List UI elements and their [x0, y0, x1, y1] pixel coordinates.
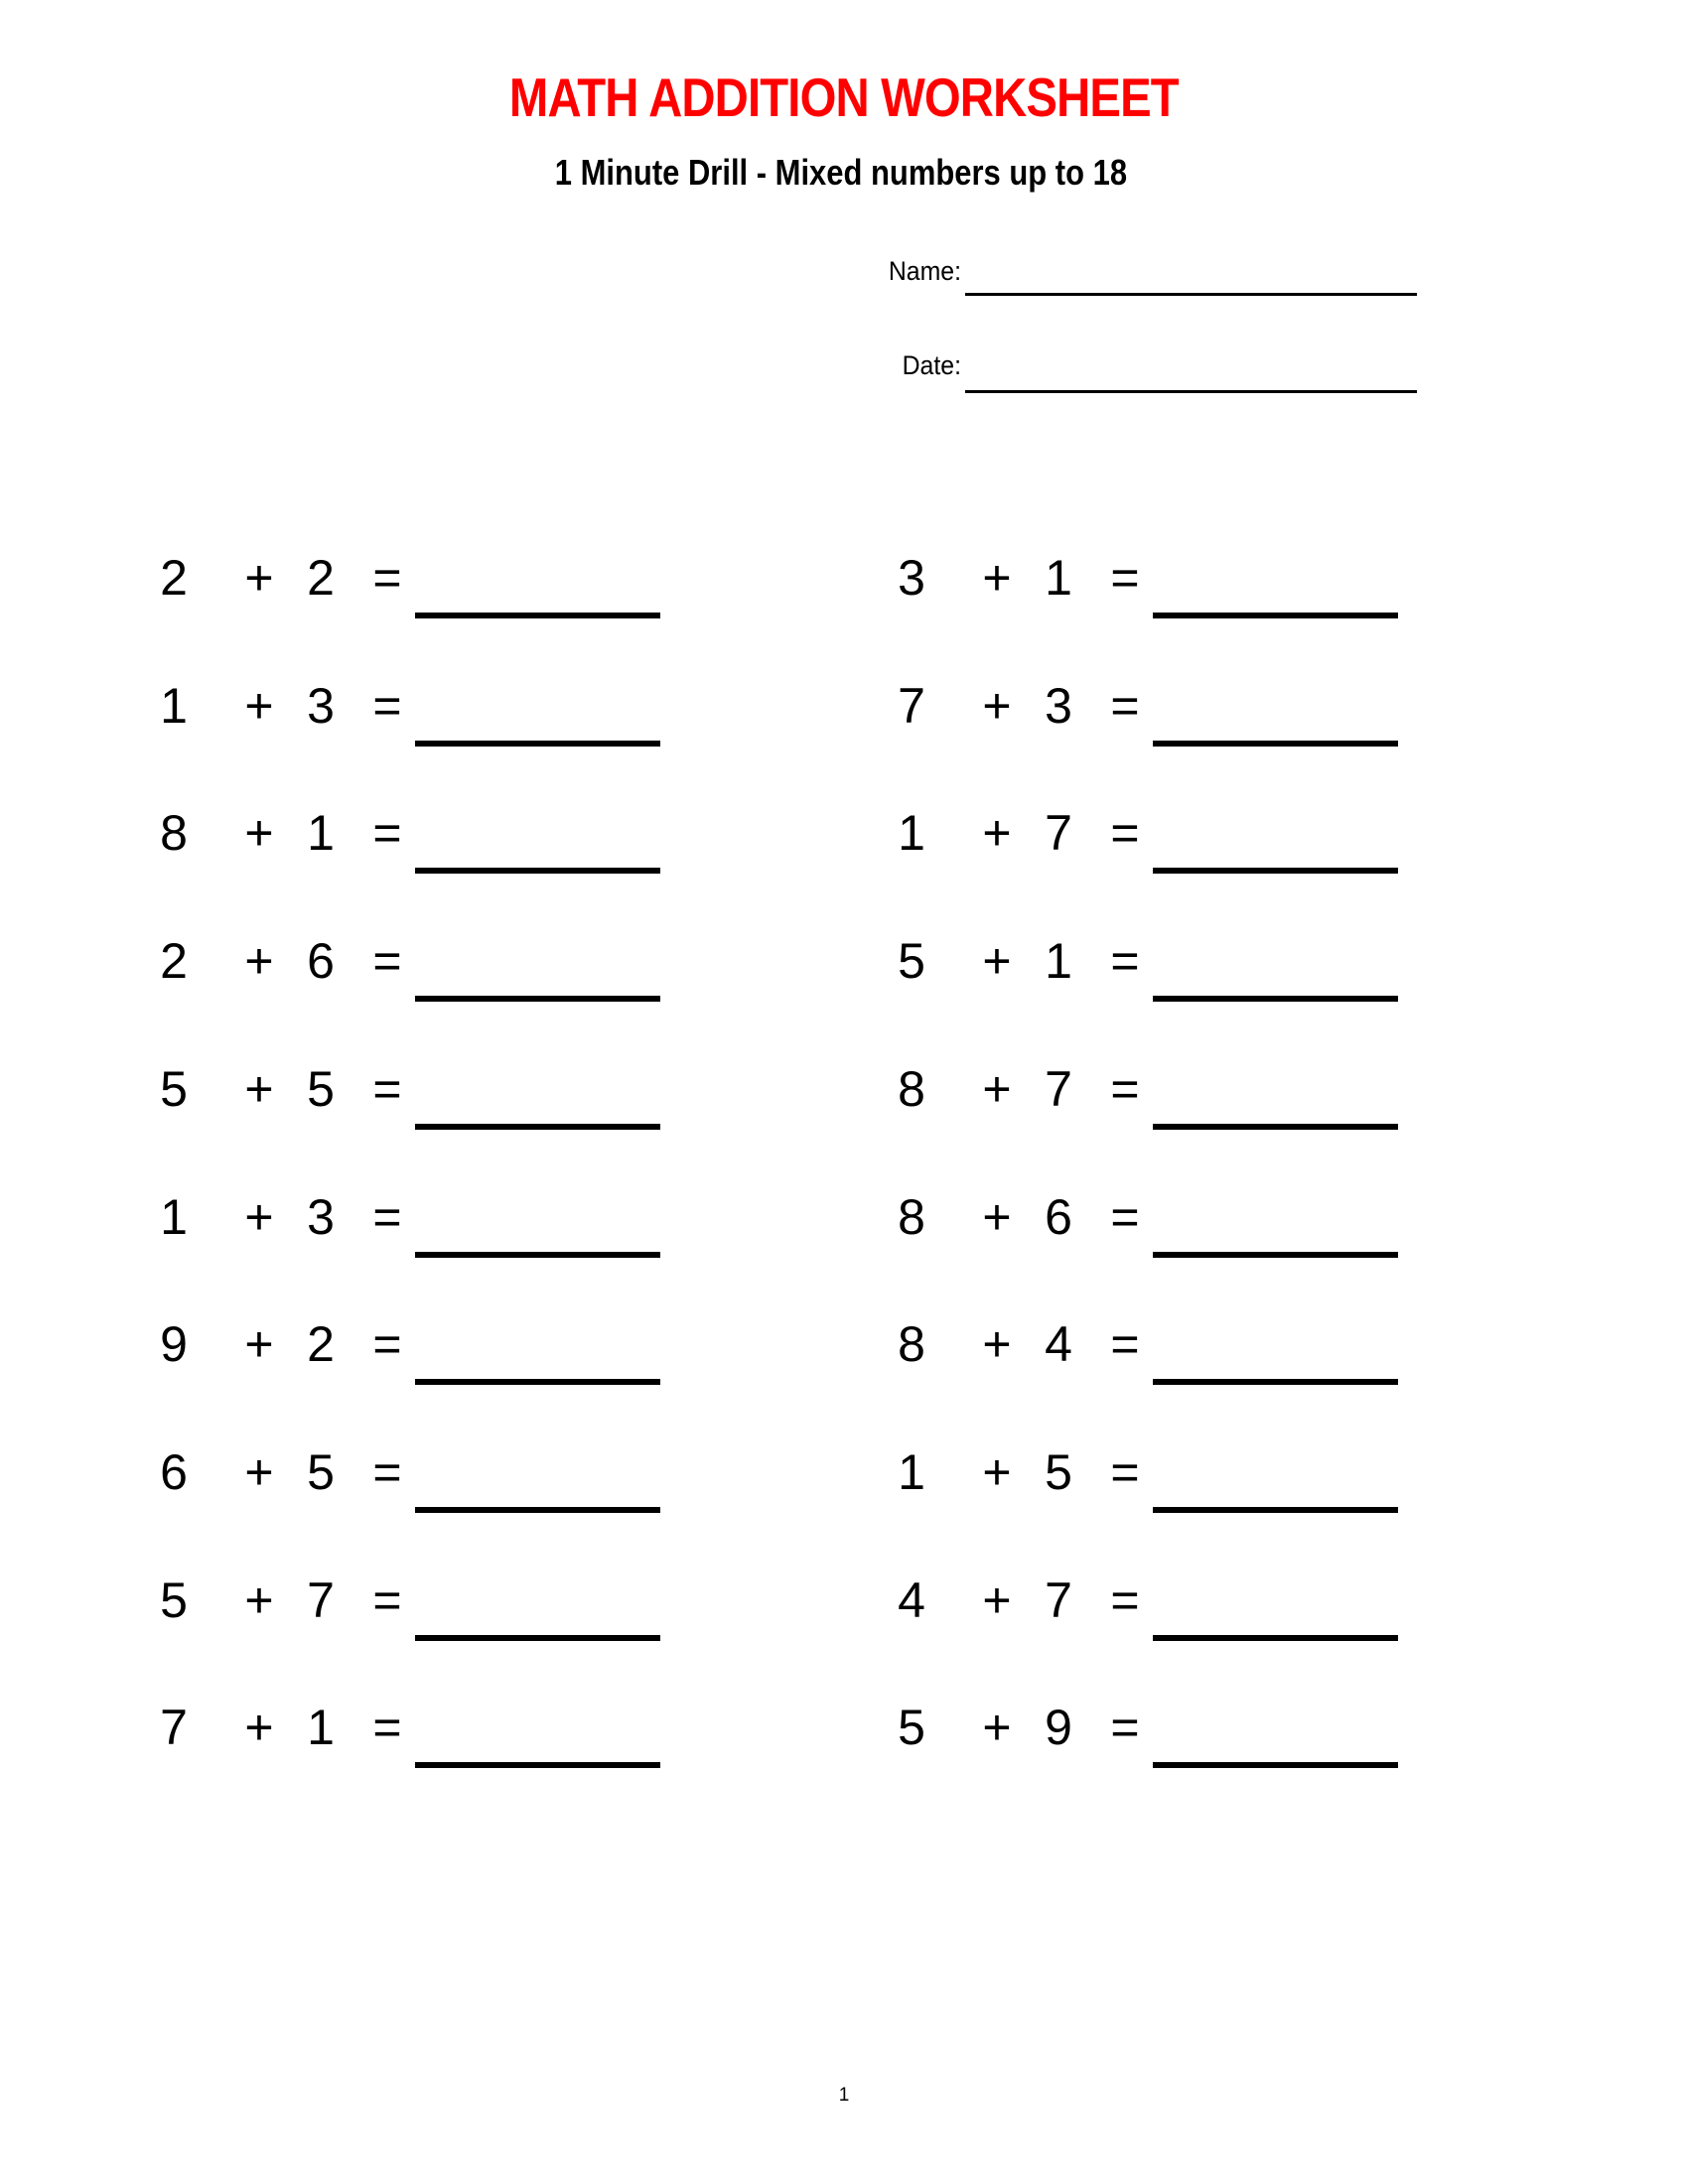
answer-blank[interactable]	[415, 1379, 660, 1385]
plus-sign: +	[982, 933, 1012, 989]
answer-blank[interactable]	[415, 1635, 660, 1641]
addend-2: 7	[1045, 1572, 1072, 1628]
plus-sign: +	[982, 1316, 1012, 1372]
equals-sign: =	[1110, 1572, 1140, 1628]
plus-sign: +	[982, 1444, 1012, 1500]
equals-sign: =	[1110, 805, 1140, 861]
plus-sign: +	[244, 1316, 274, 1372]
problem-row	[892, 1698, 1448, 1777]
addend-2: 7	[1045, 805, 1072, 861]
addend-1: 5	[160, 1061, 188, 1117]
addend-1: 8	[160, 805, 188, 861]
answer-blank[interactable]	[415, 996, 660, 1002]
addend-1: 9	[160, 1316, 188, 1372]
problem-row	[892, 676, 1448, 755]
problem-row	[154, 1059, 710, 1139]
problem-row	[892, 931, 1448, 1011]
addend-1: 1	[160, 678, 188, 734]
problem-row	[154, 548, 710, 627]
equals-sign: =	[1110, 933, 1140, 989]
answer-blank[interactable]	[415, 613, 660, 618]
date-label: Date:	[902, 350, 961, 380]
equals-sign: =	[372, 1316, 402, 1372]
addend-1: 8	[898, 1061, 925, 1117]
name-label: Name:	[888, 256, 961, 286]
date-field[interactable]	[965, 390, 1417, 393]
problem-row	[154, 1698, 710, 1777]
addend-2: 2	[307, 550, 335, 606]
addend-2: 7	[1045, 1061, 1072, 1117]
addend-1: 8	[898, 1189, 925, 1245]
addend-2: 5	[1045, 1444, 1072, 1500]
plus-sign: +	[244, 1700, 274, 1755]
problem-row	[892, 548, 1448, 627]
addend-1: 1	[160, 1189, 188, 1245]
problem-row	[154, 676, 710, 755]
addend-2: 5	[307, 1061, 335, 1117]
addend-2: 6	[307, 933, 335, 989]
name-field[interactable]	[965, 293, 1417, 296]
answer-blank[interactable]	[1153, 741, 1398, 747]
plus-sign: +	[982, 1061, 1012, 1117]
addend-1: 7	[898, 678, 925, 734]
addend-2: 1	[307, 805, 335, 861]
addend-2: 7	[307, 1572, 335, 1628]
answer-blank[interactable]	[1153, 868, 1398, 874]
answer-blank[interactable]	[1153, 613, 1398, 618]
addend-1: 2	[160, 933, 188, 989]
problem-row	[892, 1314, 1448, 1394]
equals-sign: =	[372, 1700, 402, 1755]
plus-sign: +	[244, 1061, 274, 1117]
worksheet-title: MATH ADDITION WORKSHEET	[508, 67, 1179, 128]
problem-row	[154, 1314, 710, 1394]
addend-1: 5	[898, 933, 925, 989]
addend-2: 6	[1045, 1189, 1072, 1245]
addend-2: 1	[1045, 550, 1072, 606]
problem-row	[892, 1442, 1448, 1522]
problem-row	[154, 803, 710, 883]
equals-sign: =	[1110, 1316, 1140, 1372]
plus-sign: +	[244, 933, 274, 989]
addend-2: 2	[307, 1316, 335, 1372]
plus-sign: +	[244, 1572, 274, 1628]
addend-2: 1	[307, 1700, 335, 1755]
equals-sign: =	[1110, 1061, 1140, 1117]
problem-row	[892, 1059, 1448, 1139]
answer-blank[interactable]	[1153, 1252, 1398, 1258]
plus-sign: +	[982, 550, 1012, 606]
plus-sign: +	[244, 1189, 274, 1245]
equals-sign: =	[1110, 1189, 1140, 1245]
addend-1: 4	[898, 1572, 925, 1628]
addend-1: 2	[160, 550, 188, 606]
plus-sign: +	[982, 1572, 1012, 1628]
addend-2: 3	[307, 1189, 335, 1245]
addend-2: 9	[1045, 1700, 1072, 1755]
answer-blank[interactable]	[415, 1252, 660, 1258]
addend-1: 3	[898, 550, 925, 606]
problem-row	[892, 1570, 1448, 1650]
plus-sign: +	[982, 1189, 1012, 1245]
page-number: 1	[838, 2085, 850, 2106]
problem-row	[892, 803, 1448, 883]
addend-1: 7	[160, 1700, 188, 1755]
addend-2: 5	[307, 1444, 335, 1500]
worksheet-subtitle: 1 Minute Drill - Mixed numbers up to 18	[554, 152, 1128, 193]
addend-1: 5	[160, 1572, 188, 1628]
equals-sign: =	[1110, 550, 1140, 606]
problem-row	[154, 1442, 710, 1522]
addend-1: 6	[160, 1444, 188, 1500]
equals-sign: =	[372, 550, 402, 606]
addend-2: 3	[307, 678, 335, 734]
answer-blank[interactable]	[415, 1762, 660, 1768]
equals-sign: =	[372, 1572, 402, 1628]
answer-blank[interactable]	[1153, 1379, 1398, 1385]
problem-row	[154, 931, 710, 1011]
equals-sign: =	[372, 678, 402, 734]
answer-blank[interactable]	[415, 741, 660, 747]
answer-blank[interactable]	[1153, 1762, 1398, 1768]
addend-2: 4	[1045, 1316, 1072, 1372]
plus-sign: +	[244, 805, 274, 861]
equals-sign: =	[372, 1189, 402, 1245]
equals-sign: =	[1110, 1700, 1140, 1755]
addend-2: 3	[1045, 678, 1072, 734]
addend-1: 5	[898, 1700, 925, 1755]
answer-blank[interactable]	[1153, 1124, 1398, 1130]
equals-sign: =	[372, 1444, 402, 1500]
answer-blank[interactable]	[1153, 1635, 1398, 1641]
problem-row	[892, 1187, 1448, 1267]
answer-blank[interactable]	[1153, 996, 1398, 1002]
problem-row	[154, 1570, 710, 1650]
answer-blank[interactable]	[415, 868, 660, 874]
plus-sign: +	[982, 805, 1012, 861]
answer-blank[interactable]	[415, 1507, 660, 1513]
answer-blank[interactable]	[1153, 1507, 1398, 1513]
equals-sign: =	[1110, 678, 1140, 734]
plus-sign: +	[244, 678, 274, 734]
problem-row	[154, 1187, 710, 1267]
plus-sign: +	[244, 550, 274, 606]
plus-sign: +	[982, 678, 1012, 734]
addend-1: 8	[898, 1316, 925, 1372]
equals-sign: =	[372, 933, 402, 989]
addend-1: 1	[898, 805, 925, 861]
plus-sign: +	[982, 1700, 1012, 1755]
equals-sign: =	[372, 1061, 402, 1117]
addend-2: 1	[1045, 933, 1072, 989]
equals-sign: =	[372, 805, 402, 861]
equals-sign: =	[1110, 1444, 1140, 1500]
addend-1: 1	[898, 1444, 925, 1500]
answer-blank[interactable]	[415, 1124, 660, 1130]
plus-sign: +	[244, 1444, 274, 1500]
